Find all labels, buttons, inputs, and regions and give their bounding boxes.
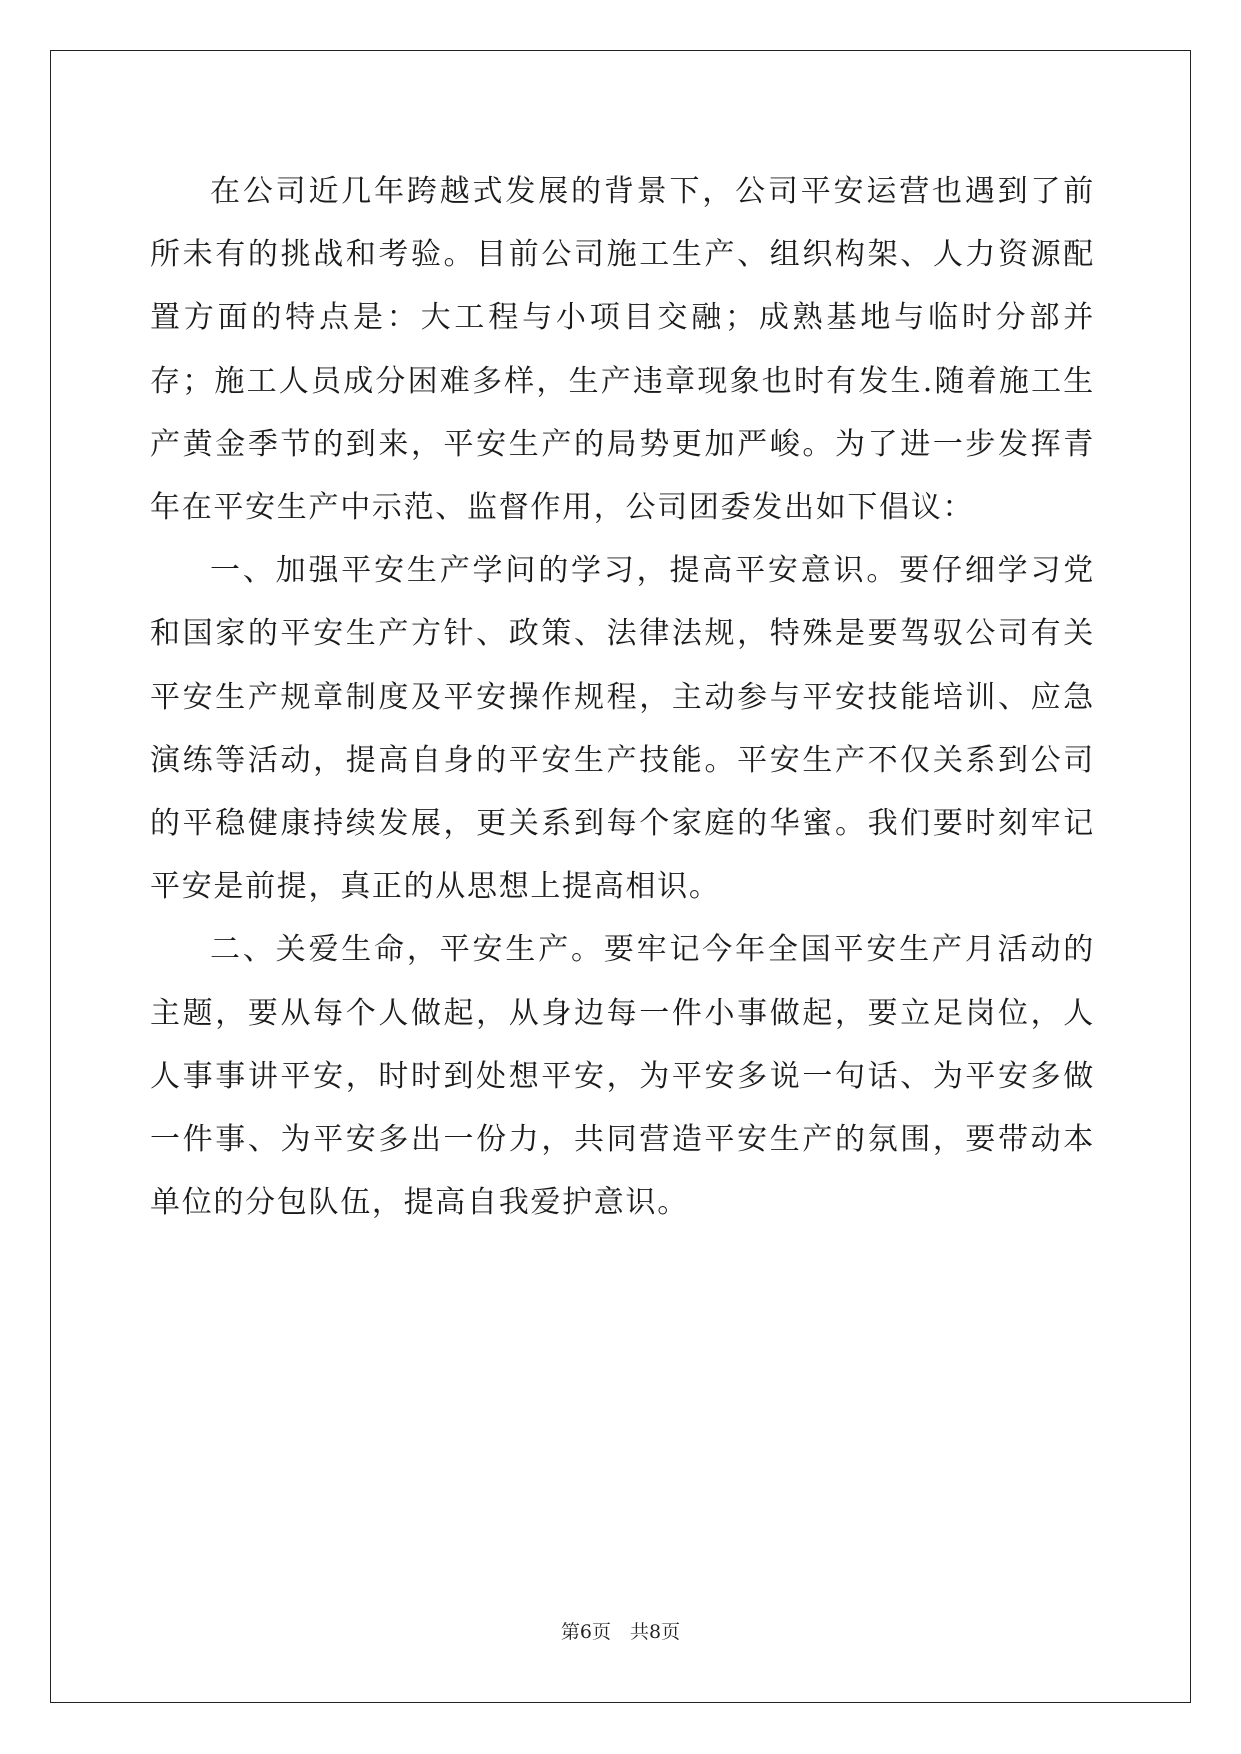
paragraph-item-two: 二、关爱生命，平安生产。要牢记今年全国平安生产月活动的主题，要从每个人做起，从身边每一件小事做起，要立足岗位，人人事事讲平安，时时到处想平安，为平安多说一句话、为平安多做一件事、为平安多出一份力，共同营造平安生产的氛围，要带动本单位的分包队伍，提高自我爱护意识。 — [150, 932, 1095, 1221]
paragraph-intro: 在公司近几年跨越式发展的背景下，公司平安运营也遇到了前所未有的挑战和考验。目前公司施工生产、组织构架、人力资源配置方面的特点是：大工程与小项目交融；成熟基地与临时分部并存；施工人员成分困难多样，生产违章现象也时有发生.随着施工生产黄金季节的到来，平安生产的局势更加严峻。为了进一步发挥青年在平安生产中示范、监督作用，公司团委发出如下倡议： — [150, 174, 1095, 526]
paragraph-item-one: 一、加强平安生产学问的学习，提高平安意识。要仔细学习党和国家的平安生产方针、政策、法律法规，特殊是要驾驭公司有关平安生产规章制度及平安操作规程，主动参与平安技能培训、应急演练等活动，提高自身的平安生产技能。平安生产不仅关系到公司的平稳健康持续发展，更关系到每个家庭的华蜜。我们要时刻牢记平安是前提，真正的从思想上提高相识。 — [150, 553, 1095, 905]
page-number: 第6页 共8页 — [560, 1621, 681, 1643]
document-body — [150, 160, 1095, 1234]
